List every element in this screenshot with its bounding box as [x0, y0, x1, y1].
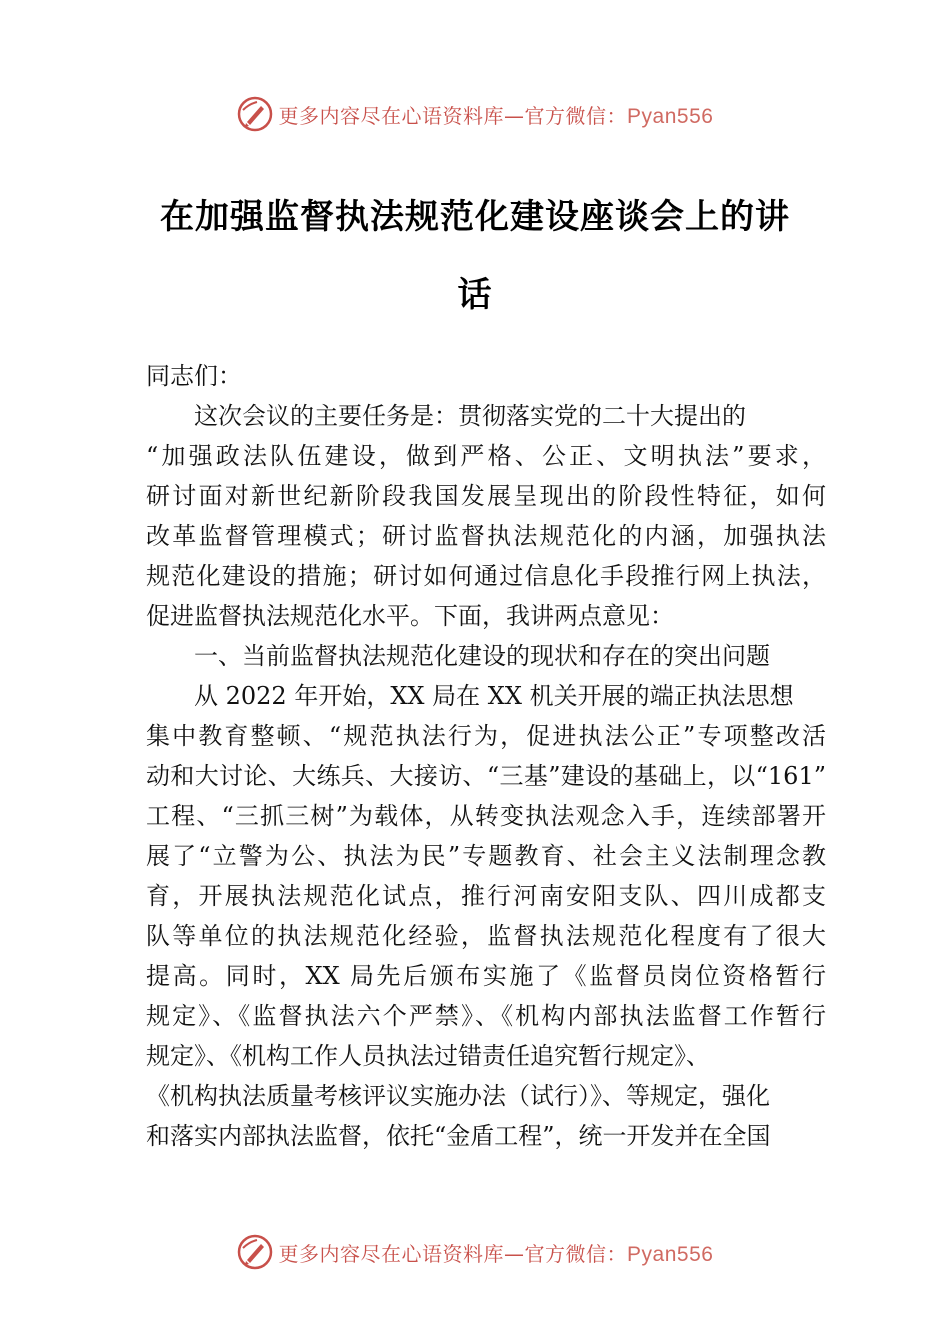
title-line-1: 在加强监督执法规范化建设座谈会上的讲 [160, 197, 790, 237]
body-line: 规定》、《机构工作人员执法过错责任追究暂行规定》、 [146, 1042, 710, 1070]
body-line: 从 2022 年开始，XX 局在 XX 机关开展的端正执法思想 [194, 682, 794, 710]
banner-brand-text: 更多内容尽在心语资料库 [278, 103, 505, 128]
document-body [146, 356, 826, 1156]
banner-wechat-label: 官方微信： [524, 103, 628, 128]
body-line: 这次会议的主要任务是：贯彻落实党的二十大提出的 [194, 402, 746, 430]
banner-separator: — [504, 103, 525, 128]
body-line: 动和大讨论、大练兵、大接访、“三基”建设的基础上，以“161” [146, 762, 826, 790]
body-line: 工程、“三抓三树”为载体，从转变执法观念入手，连续部署开 [146, 802, 826, 830]
body-line: 队等单位的执法规范化经验，监督执法规范化程度有了很大 [146, 922, 826, 950]
banner-brand-text: 更多内容尽在心语资料库 [278, 1241, 505, 1266]
banner-wechat-label: 官方微信： [524, 1241, 628, 1266]
body-line: 集中教育整顿、“规范执法行为，促进执法公正”专项整改活 [146, 722, 826, 750]
section-heading: 一、当前监督执法规范化建设的现状和存在的突出问题 [194, 642, 770, 670]
body-line: 《机构执法质量考核评议实施办法（试行）》、等规定，强化 [146, 1082, 770, 1110]
brand-logo-icon [237, 96, 273, 132]
banner-separator: — [504, 1241, 525, 1266]
body-line: 提高。同时，XX 局先后颁布实施了《监督员岗位资格暂行 [146, 962, 826, 990]
banner-wechat-id: Pyan556 [627, 1242, 714, 1266]
body-line: 规定》、《监督执法六个严禁》、《机构内部执法监督工作暂行 [146, 1002, 826, 1030]
body-line: 育，开展执法规范化试点，推行河南安阳支队、四川成都支 [146, 882, 826, 910]
body-line: “加强政法队伍建设，做到严格、公正、文明执法”要求， [146, 442, 826, 470]
body-line: 展了“立警为公、执法为民”专题教育、社会主义法制理念教 [146, 842, 826, 870]
banner-wechat-id: Pyan556 [627, 104, 714, 128]
document-title [140, 178, 810, 334]
body-line: 改革监督管理模式；研讨监督执法规范化的内涵，加强执法 [146, 522, 826, 550]
body-line: 促进监督执法规范化水平。下面，我讲两点意见： [146, 602, 674, 630]
body-line: 研讨面对新世纪新阶段我国发展呈现出的阶段性特征，如何 [146, 482, 826, 510]
body-line: 和落实内部执法监督，依托“金盾工程”，统一开发并在全国 [146, 1122, 771, 1150]
footer-banner [0, 1230, 950, 1274]
brand-logo-icon [237, 1234, 273, 1270]
body-line: 规范化建设的措施；研讨如何通过信息化手段推行网上执法， [146, 562, 826, 590]
title-line-2: 话 [457, 275, 493, 315]
header-banner [0, 92, 950, 136]
salutation: 同志们： [146, 362, 242, 390]
